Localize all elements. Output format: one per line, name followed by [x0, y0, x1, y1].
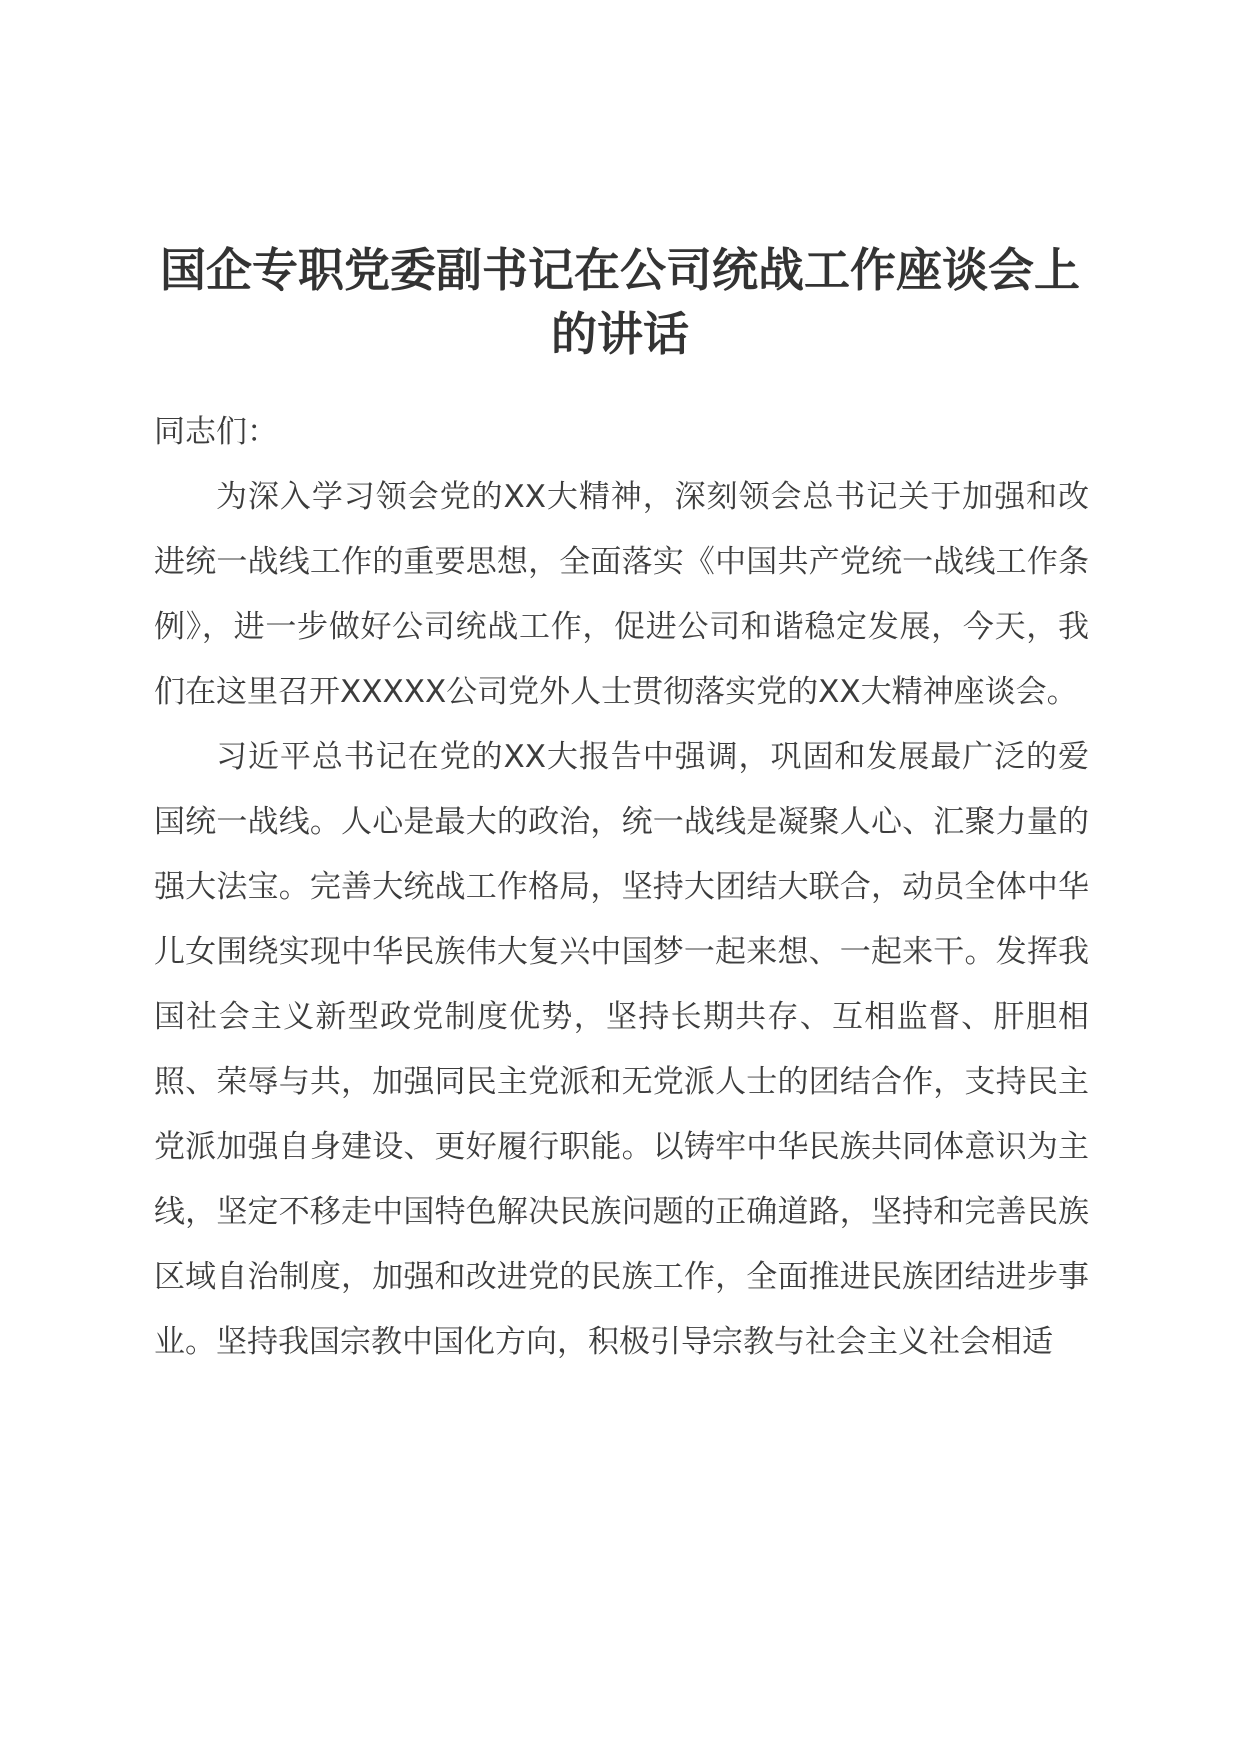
document-body: [154, 400, 1089, 1375]
title-line-1: 国企专职党委副书记在公司统战工作座谈会上: [160, 243, 1080, 297]
document-title: [150, 238, 1090, 366]
paragraph-2: 习近平总书记在党的XX大报告中强调，巩固和发展最广泛的爱国统一战线。人心是最大的政治，统一战线是凝聚人心、汇聚力量的强大法宝。完善大统战工作格局，坚持大团结大联合，动员全体中华儿女围绕实现中华民族伟大复兴中国梦一起来想、一起来干。发挥我国社会主义新型政党制度优势，坚持长期共存、互相监督、肝胆相照、荣辱与共，加强同民主党派和无党派人士的团结合作，支持民主党派加强自身建设、更好履行职能。以铸牢中华民族共同体意识为主线，坚定不移走中国特色解决民族问题的正确道路，坚持和完善民族区域自治制度，加强和改进党的民族工作，全面推进民族团结进步事业。坚持我国宗教中国化方向，积极引导宗教与社会主义社会相适: [154, 739, 1089, 1360]
title-line-2: 的讲话: [551, 307, 689, 361]
salutation: 同志们：: [154, 414, 278, 450]
paragraph-1: 为深入学习领会党的XX大精神，深刻领会总书记关于加强和改进统一战线工作的重要思想，全面落实《中国共产党统一战线工作条例》，进一步做好公司统战工作，促进公司和谐稳定发展，今天，我们在这里召开XXXXX公司党外人士贯彻落实党的XX大精神座谈会。: [154, 479, 1089, 710]
